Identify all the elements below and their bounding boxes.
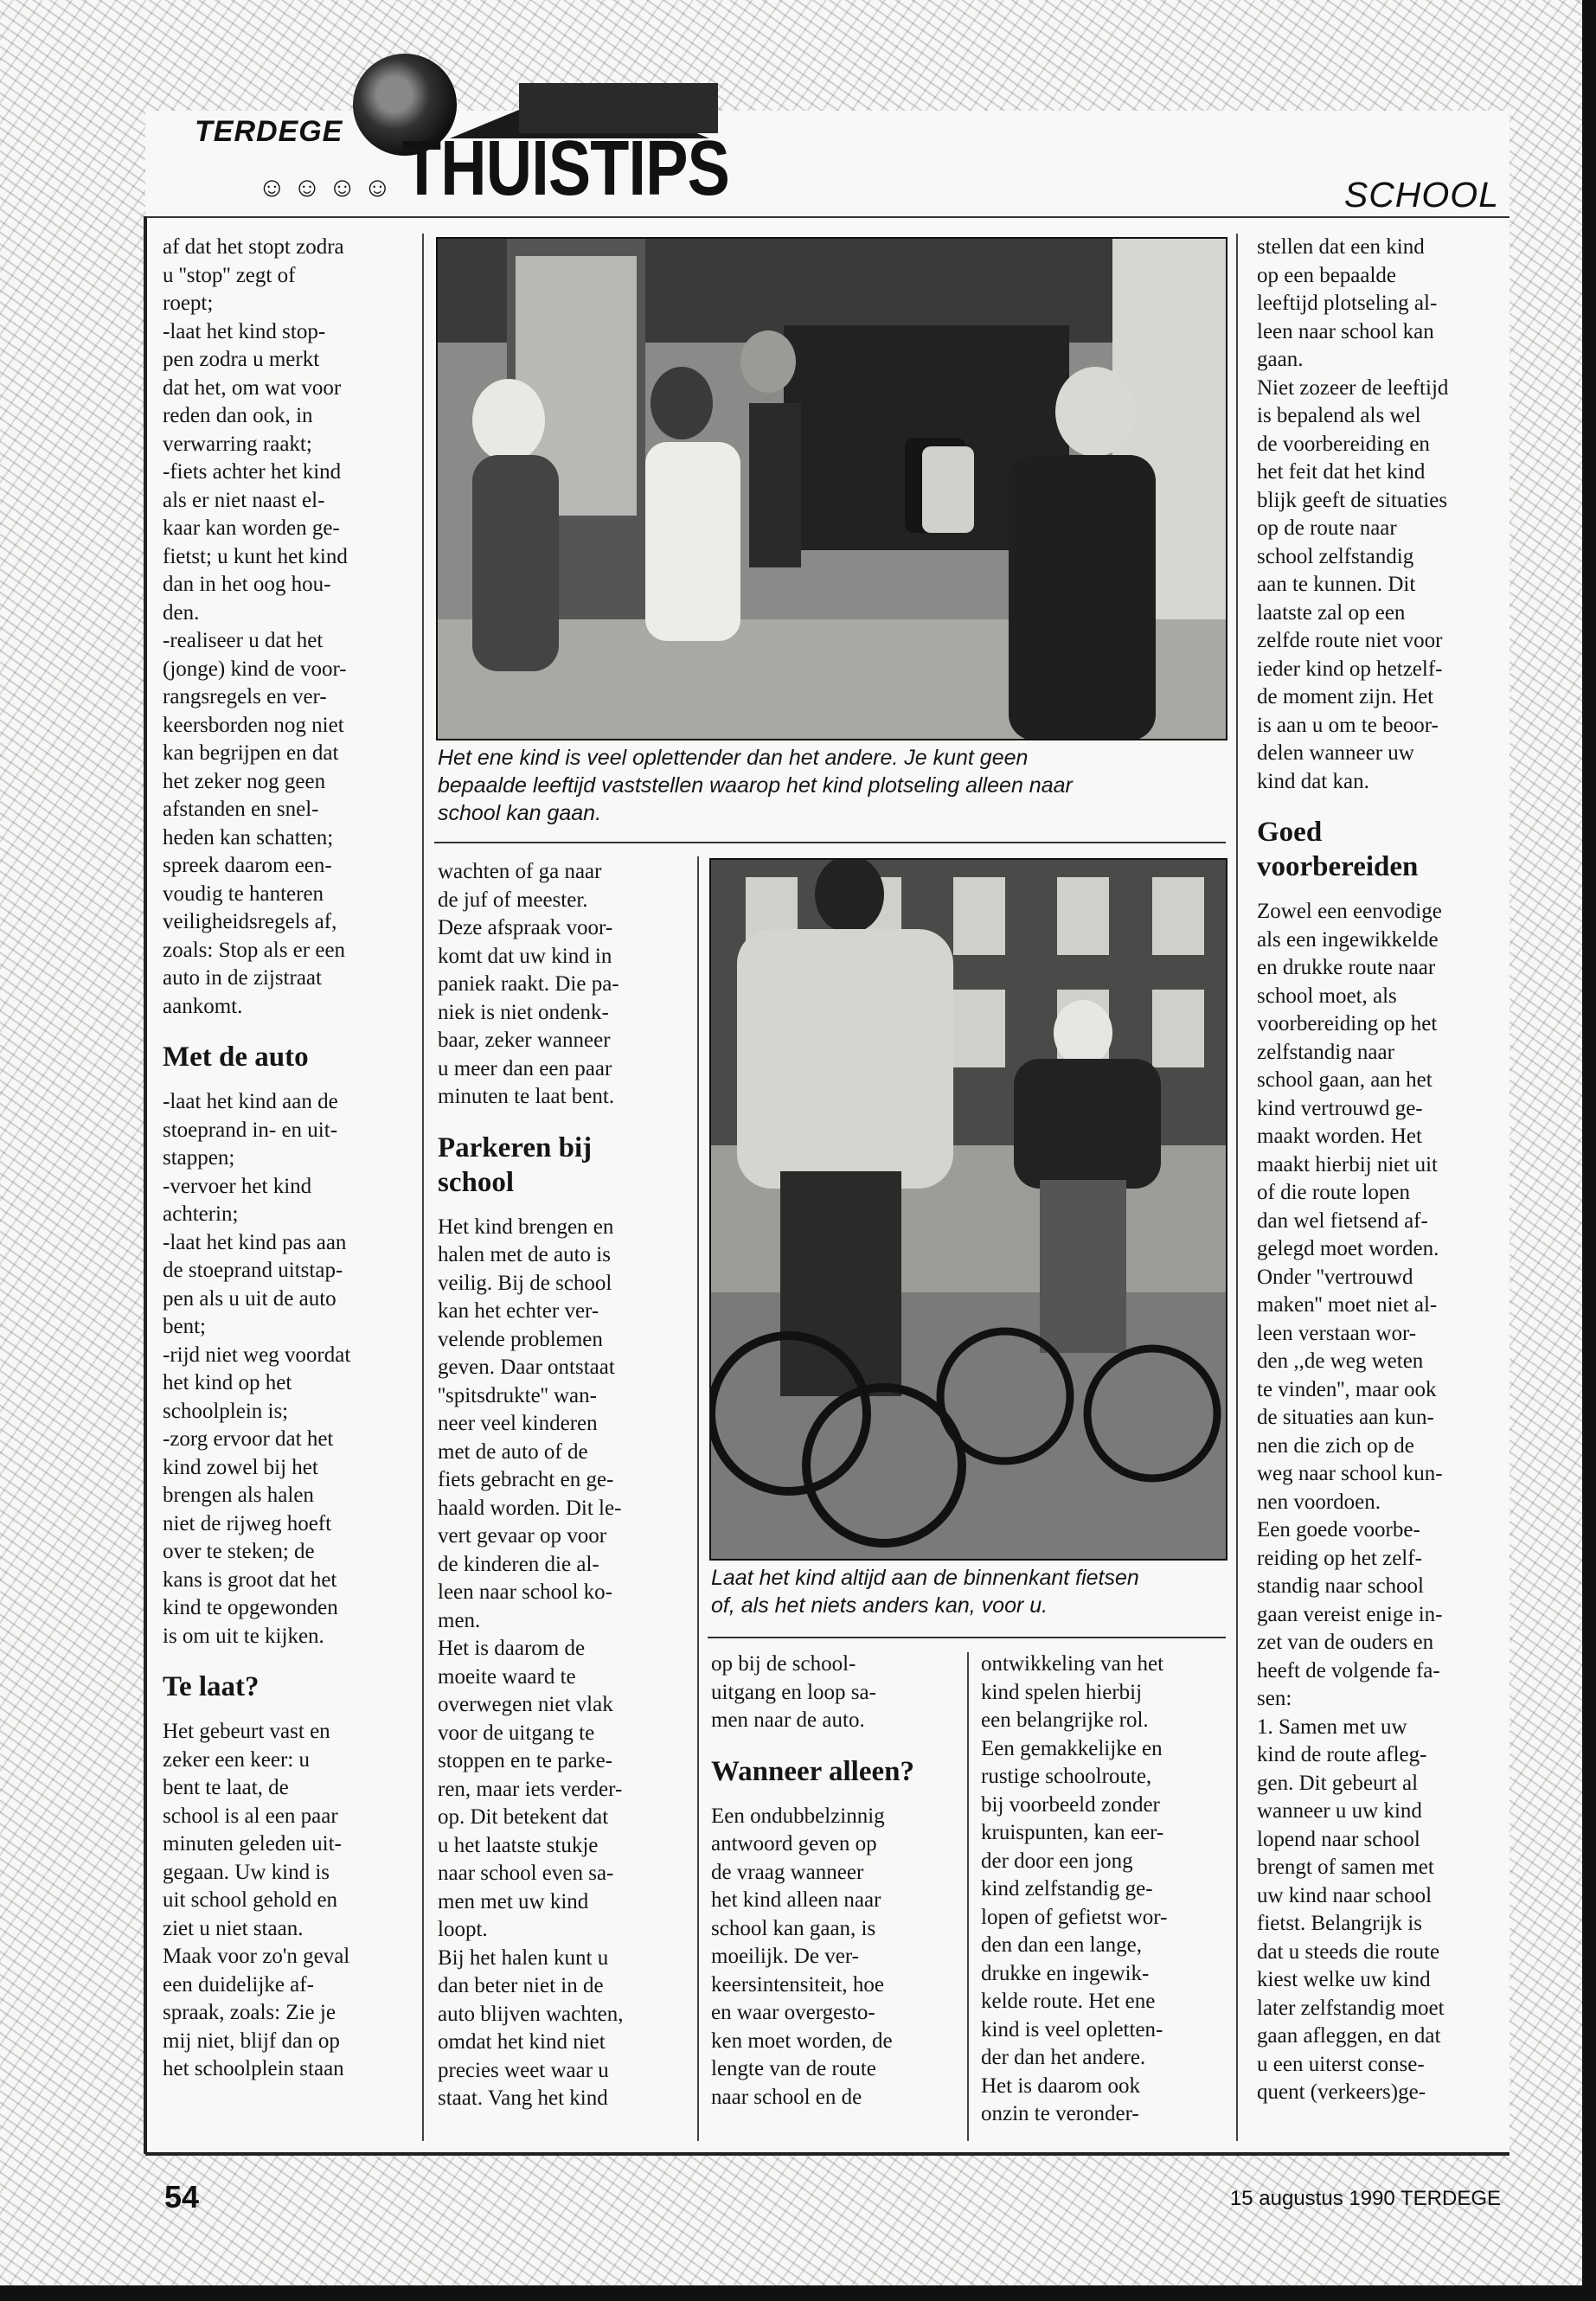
family-faces-icon (258, 171, 392, 203)
paragraph: op bij de school- uitgang en loop sa- men naar de auto. (711, 1652, 876, 1732)
paragraph: wachten of ga naar de juf of meester. Deze afspraak voor- komt dat uw kind in paniek raakt. Die pa- niek is niet ondenk- baar, zeker wanneer u meer dan een paar minuten te laat bent. (438, 860, 619, 1108)
page-title: THUISTIPS (402, 125, 730, 212)
text-column-5 (1257, 234, 1508, 2107)
section-divider (434, 842, 1226, 843)
paragraph: af dat het stopt zodra u ''stop'' zegt of roept; -laat het kind stop- pen zodra u merkt dat het, om wat voor reden dan ook, in verwarring raakt; -fiets achter het kind als er niet naast el- kaar kan worden ge- fietst; u kunt het kind dan in het oog hou- den. -realiseer u dat het (jonge) kind de voor- rangsregels en ver- keersborden nog niet kan begrijpen en dat het zeker nog geen afstanden en snel- heden kan schatten; spreek daarom een- voudig te hanteren veiligheidsregels af, zoals: Stop als er een auto in de zijstraat aankomt. (163, 235, 348, 1018)
text-column-3 (711, 1650, 953, 2112)
column-divider (1236, 234, 1238, 2141)
paragraph: Zowel een eenvodige als een ingewikkelde en drukke route naar school moet, als voorbereiding op het zelfstandig naar school gaan, aan het kind vertrouwd ge- maakt worden. Het maakt hierbij niet uit of die route lopen dan wel fietsend af- gelegd moet worden. Onder ''vertrouwd maken'' moet niet al- leen verstaan wor- den ,,de weg weten te vinden'', maar ook de situaties aan kun- nen die zich op de weg naar school kun- nen voordoen. Een goede voorbe- reiding op het zelf- standig naar school gaan vereist enige in- zet van de ouders en heeft de volgende fa- sen: 1. Samen met uw kind de route afleg- gen. Dit gebeurt al wanneer u uw kind lopend naar school brengt of samen met uw kind naar school fietst. Belangrijk is dat u steeds die route kiest welke uw kind later zelfstandig moet gaan afleggen, en dat u een uiterst conse- quent (verkeers)ge- (1257, 900, 1445, 2104)
column-divider (967, 1652, 969, 2141)
photo-caption-1: Het ene kind is veel oplettender dan het andere. Je kunt geen bepaalde leeftijd vaststellen waarop het kind plotseling alleen naar school kan gaan. (438, 746, 1073, 825)
subheading-wanneer-alleen: Wanneer alleen? (711, 1755, 914, 1787)
column-divider (697, 856, 699, 2141)
face-icon: ☺ (328, 171, 357, 202)
section-label: SCHOOL (1343, 175, 1499, 215)
face-icon: ☺ (258, 171, 286, 202)
column-divider (422, 234, 424, 2141)
text-column-2 (438, 858, 689, 2113)
scan-edge-right (1582, 0, 1596, 2301)
left-border (144, 216, 147, 2154)
paragraph: Het gebeurt vast en zeker een keer: u bent te laat, de school is al een paar minuten geleden uit- gegaan. Uw kind is uit school gehold en ziet u niet staan. Maak voor zo'n geval een duidelijke af- spraak, zoals: Zie je mij niet, blijf dan op het schoolplein staan (163, 1720, 350, 2080)
text-column-1 (163, 234, 413, 2084)
brand-name: TERDEGE (195, 115, 343, 148)
page-number: 54 (164, 2179, 200, 2214)
paragraph: Het kind brengen en halen met de auto is veilig. Bij de school kan het echter ver- velende problemen geven. Daar ontstaat ''spitsdrukte'' wan- neer veel kinderen met de auto of de fiets gebracht en ge- haald worden. Dit le- vert gevaar op voor de kinderen die al- leen naar school ko- men. Het is daarom de moeite waard te overwegen niet vlak voor de uitgang te stoppen en te parke- ren, maar iets verder- op. Dit betekent dat u het laatste stukje naar school even sa- men met uw kind loopt. Bij het halen kunt u dan beter niet in de auto blijven wachten, omdat het kind niet precies weet waar u staat. Vang het kind (438, 1215, 624, 2110)
issue-date: 15 augustus 1990 TERDEGE (1229, 2187, 1501, 2210)
paragraph: ontwikkeling van het kind spelen hierbij een belangrijke rol. Een gemakkelijke en rustige schoolroute, bij voorbeeld zonder kruispunten, kan eer- der door een jong kind zelfstandig ge- lopen of gefietst wor- den dan een lange, drukke en ingewik- kelde route. Het ene kind is veel opletten- der dan het andere. Het is daarom ook onzin te veronder- (981, 1652, 1168, 2125)
header-divider (147, 216, 1509, 218)
photo-cycling (709, 858, 1227, 1561)
photo-caption-2: Laat het kind altijd aan de binnenkant fietsen of, als het niets anders kan, voor u. (711, 1566, 1139, 1618)
face-icon: ☺ (363, 171, 392, 202)
photo-image (711, 860, 1226, 1559)
subheading-goed-voorbereiden: Goed voorbereiden (1257, 817, 1419, 882)
photo-children-school (436, 237, 1227, 740)
paragraph: Een ondubbelzinnig antwoord geven op de vraag wanneer het kind alleen naar school kan gaan, is moeilijk. De ver- keersintensiteit, hoe en waar overgesto- ken moet worden, de lengte van de route naar school en de (711, 1804, 893, 2109)
scan-edge-bottom (0, 2285, 1596, 2301)
subheading-met-de-auto: Met de auto (163, 1042, 309, 1073)
text-column-4 (981, 1650, 1227, 2129)
section-divider (708, 1637, 1226, 1638)
paragraph: stellen dat een kind op een bepaalde leeftijd plotseling al- leen naar school kan gaan. Niet zozeer de leeftijd is bepalend als wel de voorbereiding en het feit dat het kind blijk geeft de situaties op de route naar school zelfstandig aan te kunnen. Dit laatste zal op een zelfde route niet voor ieder kind op hetzelf- de moment zijn. Het is aan u om te beoor- delen wanneer uw kind dat kan. (1257, 235, 1449, 793)
subheading-parkeren-bij-school: Parkeren bij school (438, 1131, 593, 1198)
subheading-te-laat: Te laat? (163, 1671, 260, 1702)
paragraph: -laat het kind aan de stoeprand in- en uit- stappen; -vervoer het kind achterin; -laat het kind pas aan de stoeprand uitstap- pen als u uit de auto bent; -rijd niet weg voordat het kind op het schoolplein is; -zorg ervoor dat het kind zowel bij het brengen als halen niet de rijweg hoeft over te steken; de kans is groot dat het kind te opgewonden is om uit te kijken. (163, 1090, 351, 1648)
face-icon: ☺ (292, 171, 322, 202)
photo-image (438, 239, 1226, 739)
bottom-border (145, 2152, 1509, 2156)
